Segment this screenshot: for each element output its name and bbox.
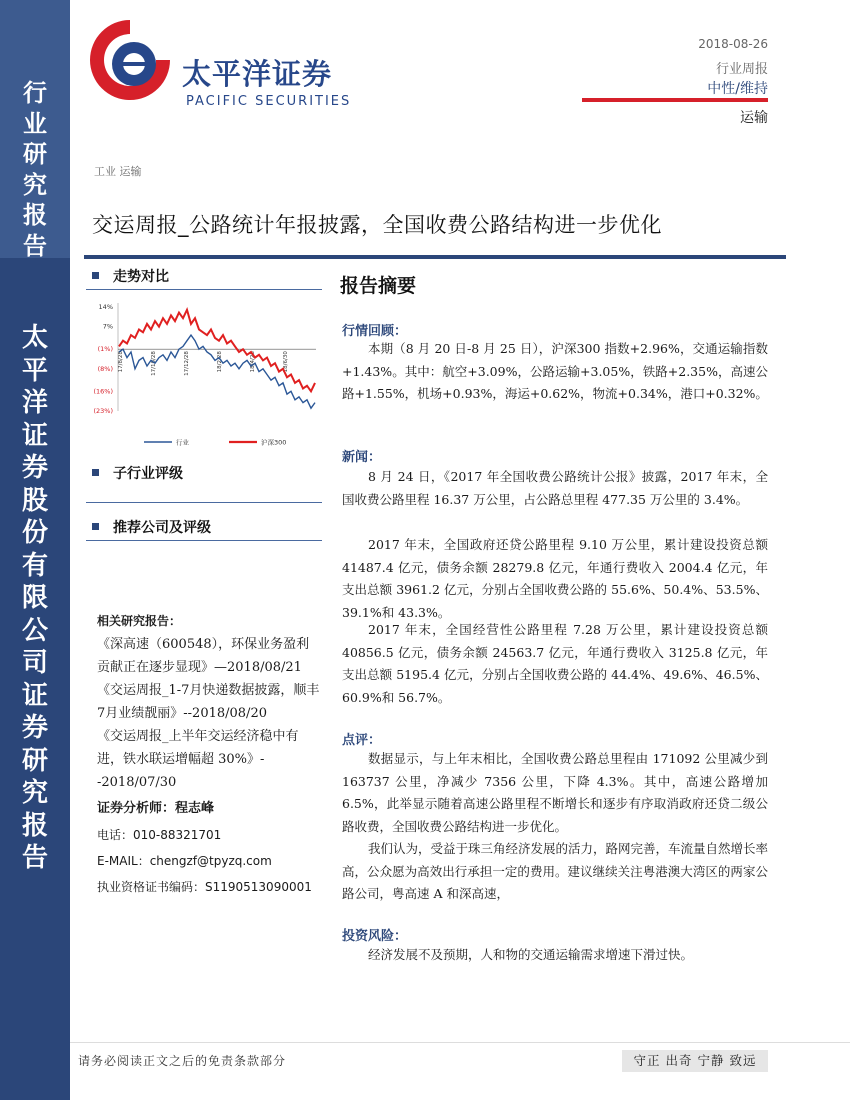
divider — [86, 289, 322, 290]
x-tick-label: 18/2/28 — [217, 351, 223, 373]
report-type: 行业周报 — [715, 62, 768, 77]
x-tick-label: 18/6/30 — [283, 351, 289, 373]
analyst-cert: 执业资格证书编码：S1190513090001 — [97, 880, 312, 894]
comment-paragraph: 数据显示，与上年末相比，全国收费公路总里程由 171092 公里减少到 163737 公里，净减少 7356 公里，下降 4.3%。其中，高速公路增加 6.5%，此举显示随着高速公路里程不断增长和逐步有序取消政府还贷二级公路收费，全国收费公路结构进一步优化。 — [342, 751, 768, 834]
y-tick-label: (8%) — [97, 364, 113, 373]
sidebar-vertical-text-top: 行 业 研 究 报 告 — [23, 79, 47, 260]
trend-heading: 走势对比 — [92, 266, 169, 286]
x-tick-label: 17/10/28 — [151, 351, 157, 376]
divider — [86, 502, 322, 503]
related-report-item[interactable]: 《交运周报_1-7月快递数据披露，顺丰7月业绩靓丽》--2018/08/20 — [97, 683, 320, 721]
title-divider — [84, 255, 786, 259]
page-title: 交运周报_公路统计年报披露，全国收费公路结构进一步优化 — [92, 213, 662, 237]
breadcrumb: 工业 运输 — [94, 165, 142, 178]
news-paragraph: 8 月 24 日，《2017 年全国收费公路统计公报》披露，2017 年末，全国收费公路里程 16.37 万公里，占公路总里程 477.35 万公里的 3.4%。 — [342, 469, 768, 507]
market-heading: 行情回顾： — [342, 324, 408, 339]
analyst-phone: 电话：010-88321701 — [97, 828, 222, 842]
y-tick-label: (1%) — [97, 345, 113, 354]
related-heading: 相关研究报告： — [97, 614, 182, 628]
square-bullet-icon — [92, 469, 99, 476]
footer-disclaimer: 请务必阅读正文之后的免责条款部分 — [78, 1054, 287, 1068]
sector: 运输 — [740, 110, 768, 126]
report-date: 2018-08-26 — [698, 37, 768, 51]
brand-name-cn: 太平洋证券 — [182, 57, 333, 91]
trend-chart — [84, 295, 324, 455]
risk-heading: 投资风险： — [342, 929, 408, 944]
news-paragraph: 2017 年末，全国政府还贷公路里程 9.10 万公里，累计建设投资总额 41487.4 亿元，债务余额 28279.8 亿元，年通行费收入 2004.4 亿元，年支出总额 3961.2 亿元，分别占全国收费公路的 55.6%、50.4%、53.5%、39.1%和 43.3%。 — [342, 537, 768, 620]
x-tick-label: 17/12/28 — [184, 351, 190, 376]
news-heading: 新闻： — [342, 450, 382, 465]
footer-motto: 守正 出奇 宁静 致远 — [622, 1050, 768, 1072]
news-paragraph: 2017 年末，全国经营性公路里程 7.28 万公里，累计建设投资总额 40856.5 亿元，债务余额 24563.7 亿元，年通行费收入 3125.8 亿元，年支出总额 5195.4 亿元，分别占全国收费公路的 44.4%、49.6%、46.5%、60.9%和 56.7%。 — [342, 622, 768, 705]
y-tick-label: 7% — [102, 322, 113, 331]
footer-divider — [70, 1042, 850, 1043]
y-tick-label: (16%) — [93, 387, 113, 396]
comment-heading: 点评： — [342, 733, 382, 748]
square-bullet-icon — [92, 523, 99, 530]
comment-paragraph: 我们认为，受益于珠三角经济发展的活力，路网完善，车流量自然增长率高，公众愿为高效出行承担一定的费用。建议继续关注粤港澳大湾区的两家公路公司，粤高速 A 和深高速， — [342, 841, 769, 901]
subsector-heading: 子行业评级 — [92, 463, 183, 483]
y-tick-label: (23%) — [93, 407, 113, 415]
x-tick-label: 18/4/28 — [250, 351, 256, 373]
company-logo-icon — [88, 18, 172, 102]
y-tick-label: 14% — [98, 303, 113, 311]
divider — [86, 540, 322, 541]
brand-name-en: PACIFIC SECURITIES — [186, 94, 352, 109]
legend-label: 沪深300 — [261, 438, 287, 447]
analyst-email[interactable]: E-MAIL：chengzf@tpyzq.com — [97, 854, 272, 868]
analyst-info — [97, 795, 312, 900]
recommend-heading: 推荐公司及评级 — [92, 517, 211, 537]
sidebar-vertical-text-bottom: 太 平 洋 证 券 股 份 有 限 公 司 证 券 研 究 报 告 — [21, 323, 48, 873]
market-text: 本期（8 月 20 日-8 月 25 日），沪深300 指数+2.96%，交通运输指数+1.43%。其中：航空+3.09%，公路运输+3.05%，铁路+2.35%，高速公路+1.55%，机场+0.93%，海运+0.62%，物流+0.34%，港口+0.32%。 — [342, 341, 768, 401]
header-accent-bar — [582, 98, 768, 102]
series-line — [119, 310, 315, 392]
rating: 中性/维持 — [707, 81, 768, 97]
square-bullet-icon — [92, 272, 99, 279]
analyst-label: 证券分析师：程志峰 — [97, 801, 215, 816]
related-reports — [97, 610, 322, 794]
abstract-heading: 报告摘要 — [340, 275, 417, 297]
related-report-item[interactable]: 《交运周报_上半年交运经济稳中有进，铁水联运增幅超 30%》--2018/07/30 — [97, 729, 299, 790]
x-tick-label: 17/8/28 — [118, 351, 124, 373]
risk-text: 经济发展不及预期，人和物的交通运输需求增速下滑过快。 — [368, 947, 694, 962]
related-report-item[interactable]: 《深高速（600548），环保业务盈利贡献正在逐步显现》—2018/08/21 — [97, 637, 310, 675]
legend-label: 行业 — [176, 438, 189, 447]
